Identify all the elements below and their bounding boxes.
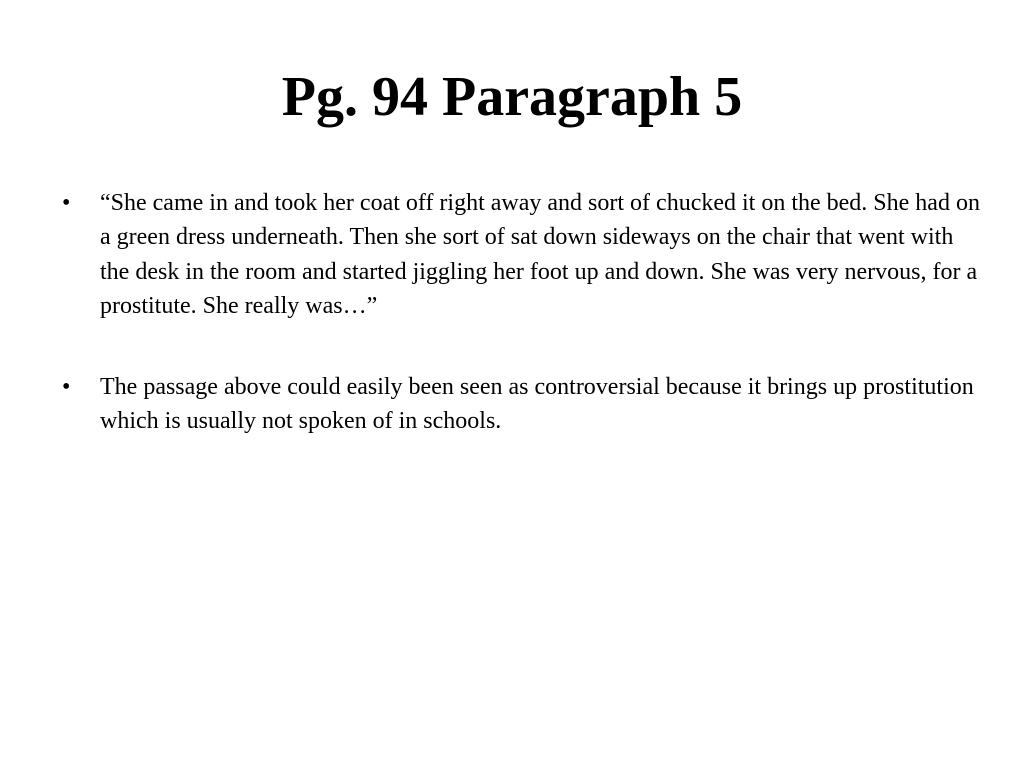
bullet-list [0,186,1024,486]
slide-title: Pg. 94 Paragraph 5 [281,66,743,128]
bullet-text: “She came in and took her coat off right away and sort of chucked it on the bed. She had on a green dress underneath. Then she sort of sat down sideways on the chair that went with the desk in the room and started jiggling her foot up and down. She was very nervous, for a prostitute. She really was…” [100,190,980,319]
bullet-text: The passage above could easily been seen as controversial because it brings up prostitution which is usually not spoken of in schools. [100,374,974,435]
bullet-item-commentary [0,370,1024,439]
bullet-item-quote [0,186,1024,323]
bullet-icon: • [62,374,71,401]
bullet-icon: • [62,190,71,216]
